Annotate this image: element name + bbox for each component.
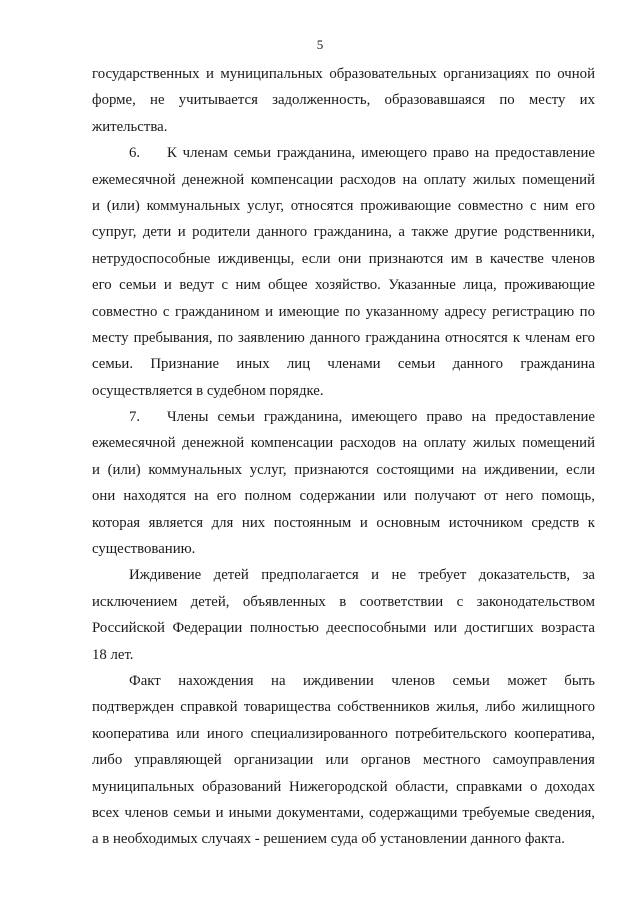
text-line: его семьи и ведут с ним общее хозяйство. Указанные лица, проживающие	[92, 277, 595, 294]
text-line: жительства.	[92, 118, 168, 135]
text-line: а в необходимых случаях - решением суда об установлении данного факта.	[92, 831, 565, 848]
text-line: Члены семьи гражданина, имеющего право на предоставление	[167, 409, 595, 426]
text-line: месту пребывания, по заявлению данного гражданина относятся к членам его	[92, 329, 595, 346]
text-line: они находятся на его полном содержании или получают от него помощь,	[92, 488, 595, 505]
text-line: ежемесячной денежной компенсации расходов на оплату жилых помещений	[92, 171, 595, 188]
text-line: Российской Федерации полностью дееспособными или достигших возраста	[92, 620, 595, 637]
text-line: подтвержден справкой товарищества собственников жилья, либо жилищного	[92, 699, 595, 716]
text-line: Иждивение детей предполагается и не требует доказательств, за	[129, 567, 595, 584]
text-line: 18 лет.	[92, 646, 134, 663]
paragraph-7-first-line	[92, 404, 595, 430]
text-line: кооператива или иного специализированного потребительского кооператива,	[92, 725, 595, 742]
paragraph-number: 7.	[129, 409, 141, 426]
text-line: нетрудоспособные иждивенцы, если они признаются им в качестве членов	[92, 250, 595, 267]
text-line: Факт нахождения на иждивении членов семьи может быть	[129, 672, 595, 689]
text-line: всех членов семьи и иными документами, содержащими требуемые сведения,	[92, 804, 595, 821]
text-line: муниципальных образований Нижегородской области, справками о доходах	[92, 778, 595, 795]
paragraph-6-first-line	[92, 140, 595, 166]
text-line: и (или) коммунальных услуг, признаются состоящими на иждивении, если	[92, 461, 595, 478]
text-line: семьи. Признание иных лиц членами семьи данного гражданина	[92, 356, 595, 373]
page-number: 5	[316, 37, 324, 52]
text-line: супруг, дети и родители данного гражданина, а также другие родственники,	[92, 224, 595, 241]
paragraph-number: 6.	[129, 145, 141, 162]
text-line: и (или) коммунальных услуг, относятся проживающие совместно с ним его	[92, 197, 595, 214]
text-line: либо управляющей организации или органов местного самоуправления	[92, 752, 595, 769]
text-line: ежемесячной денежной компенсации расходов на оплату жилых помещений	[92, 435, 595, 452]
text-line: К членам семьи гражданина, имеющего право на предоставление	[167, 145, 595, 162]
text-line: форме, не учитывается задолженность, образовавшаяся по месту их	[92, 92, 595, 109]
text-line: совместно с гражданином и имеющие по указанному адресу регистрацию по	[92, 303, 595, 320]
text-line: существованию.	[92, 541, 196, 558]
document-body	[92, 61, 595, 853]
text-line: государственных и муниципальных образовательных организациях по очной	[92, 66, 595, 82]
text-line: осуществляется в судебном порядке.	[92, 382, 324, 399]
text-line: исключением детей, объявленных в соответствии с законодательством	[92, 593, 595, 610]
text-line: которая является для них постоянным и основным источником средств к	[92, 514, 595, 531]
